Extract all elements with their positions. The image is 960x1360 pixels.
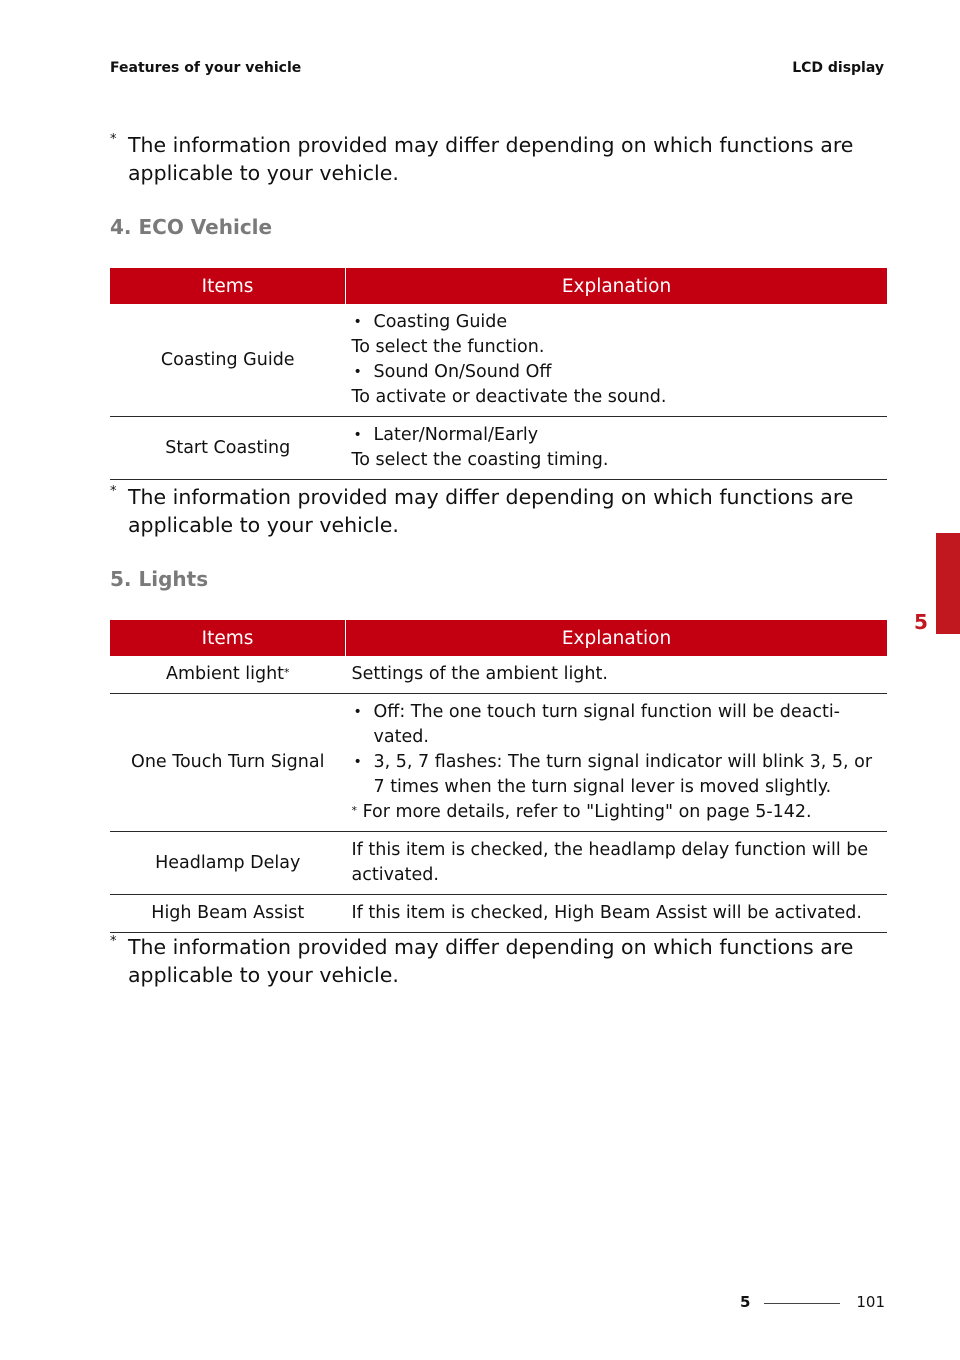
note-asterisk: *	[110, 484, 117, 499]
chapter-side-tab[interactable]	[936, 533, 960, 634]
note-line-2: applicable to your vehicle.	[128, 963, 399, 987]
running-header	[110, 60, 884, 80]
note-asterisk: *	[110, 132, 117, 147]
col-header-items: Items	[110, 620, 346, 656]
note-line-1: The information provided may differ depending on which functions are	[128, 133, 854, 157]
col-header-explanation: Explanation	[346, 620, 888, 656]
page-footer	[740, 1293, 885, 1315]
explanation-cell	[346, 694, 888, 832]
explanation-line: To select the function.	[351, 337, 545, 357]
footer-divider	[764, 1303, 840, 1304]
table-row	[110, 694, 887, 832]
note-asterisk: *	[110, 934, 117, 949]
explanation-cell	[346, 417, 888, 480]
explanation-cell	[346, 832, 888, 895]
explanation-line: If this item is checked, the headlamp delay function will be activated.	[351, 840, 869, 885]
lights-table	[110, 620, 887, 933]
bullet-line: • Off: The one touch turn signal function will be deacti- vated.	[352, 700, 882, 750]
item-cell: High Beam Assist	[110, 895, 346, 933]
table-header-row	[110, 620, 887, 656]
item-cell: Coasting Guide	[110, 304, 346, 417]
explanation-line	[352, 800, 882, 825]
item-asterisk: *	[284, 666, 290, 679]
lights-heading: 5. Lights	[110, 567, 209, 591]
chapter-side-number: 5	[914, 610, 928, 634]
table-row	[110, 304, 887, 417]
explanation-cell	[346, 656, 888, 694]
eco-vehicle-heading: 4. ECO Vehicle	[110, 215, 273, 239]
table-row	[110, 832, 887, 895]
explanation-line: Settings of the ambient light.	[351, 664, 608, 684]
col-header-explanation: Explanation	[346, 268, 888, 304]
note-line-2: applicable to your vehicle.	[128, 513, 399, 537]
item-cell: Headlamp Delay	[110, 832, 346, 895]
footnote-asterisk: *	[351, 804, 357, 817]
header-section-title: Features of your vehicle	[110, 60, 302, 76]
col-header-items: Items	[110, 268, 346, 304]
note-line-2: applicable to your vehicle.	[128, 161, 399, 185]
item-cell	[110, 656, 346, 694]
bullet-line: • Sound On/Sound Off	[352, 360, 882, 385]
explanation-line: If this item is checked, High Beam Assist will be activated.	[351, 903, 862, 923]
availability-note	[110, 131, 870, 187]
eco-vehicle-table	[110, 268, 887, 480]
bullet-line: • Later/Normal/Early	[352, 423, 882, 448]
item-cell: Start Coasting	[110, 417, 346, 480]
header-topic-title: LCD display	[792, 60, 884, 76]
table-row	[110, 656, 887, 694]
footnote-text: For more details, refer to "Lighting" on page 5-142.	[357, 802, 812, 822]
bullet-line: • Coasting Guide	[352, 310, 882, 335]
table-row	[110, 895, 887, 933]
availability-note	[110, 483, 870, 539]
explanation-cell	[346, 304, 888, 417]
page-number: 101	[856, 1293, 885, 1311]
table-header-row	[110, 268, 887, 304]
explanation-line: To activate or deactivate the sound.	[351, 387, 667, 407]
footer-chapter-number: 5	[740, 1293, 751, 1311]
note-line-1: The information provided may differ depending on which functions are	[128, 485, 854, 509]
item-cell: One Touch Turn Signal	[110, 694, 346, 832]
explanation-cell	[346, 895, 888, 933]
bullet-line: • 3, 5, 7 flashes: The turn signal indicator will blink 3, 5, or 7 times when the turn signal lever is moved slightly.	[352, 750, 882, 800]
table-row	[110, 417, 887, 480]
item-label: Ambient light	[165, 664, 285, 684]
note-line-1: The information provided may differ depending on which functions are	[128, 935, 854, 959]
availability-note	[110, 933, 870, 989]
explanation-line: To select the coasting timing.	[351, 450, 609, 470]
